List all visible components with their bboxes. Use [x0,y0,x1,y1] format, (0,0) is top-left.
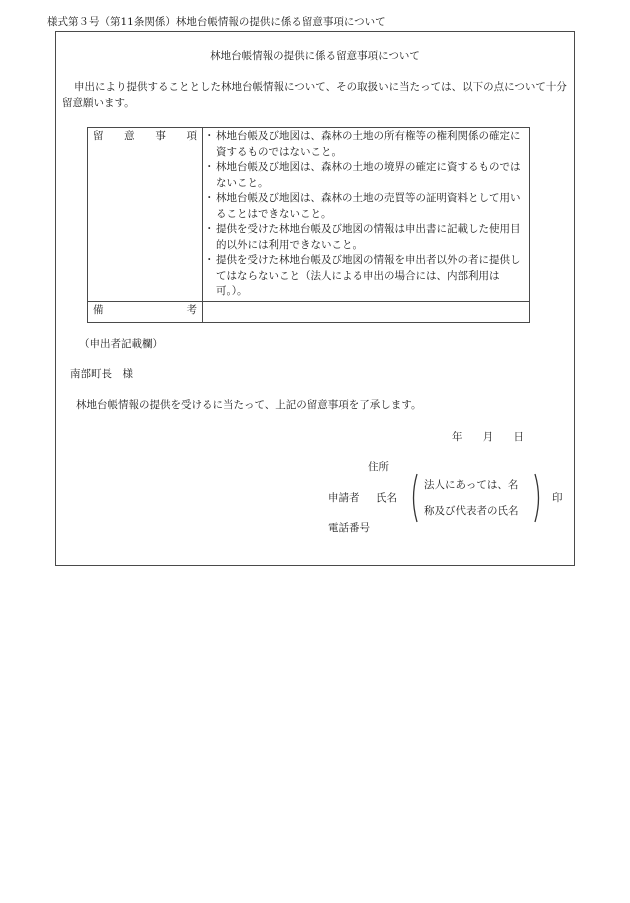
date-month-unit: 月 [482,431,494,443]
address-label: 住所 [368,461,389,473]
notes-content-cell [203,128,530,302]
acknowledgement-text: 林地台帳情報の提供を受けるに当たって、上記の留意事項を了承します。 [76,399,422,411]
notes-row [88,128,530,302]
corporate-note-line2: 称及び代表者の氏名 [424,505,519,517]
date-year-unit: 年 [452,431,463,443]
remarks-value-cell[interactable] [203,301,530,322]
notes-label-char: 意 [124,130,135,142]
remarks-row [88,301,530,322]
remarks-label-cell [88,301,203,322]
form-number: 様式第３号（第11条関係）林地台帳情報の提供に係る留意事項について [47,16,386,28]
notes-label-char: 項 [186,130,197,142]
notes-label-char: 事 [155,130,166,142]
applicant-label: 申請者 [328,492,360,504]
seal-mark: 印 [552,492,563,504]
applicant-section-label: （申出者記載欄） [79,338,163,350]
notes-label-cell [88,128,203,302]
date-day-unit: 日 [513,431,524,443]
phone-label: 電話番号 [328,522,370,534]
intro-paragraph: 申出により提供することとした林地台帳情報について、その取扱いに当たっては、以下の点について十分留意願います。 [62,81,567,109]
note-item: ・ 林地台帳及び地図は、森林の土地の境界の確定に資するものではないこと。 [207,160,523,191]
note-item: ・ 提供を受けた林地台帳及び地図の情報を申出者以外の者に提供してはならないこと（法人による申出の場合には、内部利用は可。）。 [207,253,523,300]
document-frame [55,31,575,566]
notes-label [93,129,197,144]
remarks-label-char: 備 [93,303,104,316]
remarks-label [93,303,197,318]
note-item: ・ 林地台帳及び地図は、森林の土地の所有権等の権利関係の確定に資するものではないこと。 [207,129,523,160]
name-label: 氏名 [376,492,397,504]
date-line[interactable] [452,430,524,445]
remarks-label-char: 考 [186,303,197,316]
notes-list [207,129,523,300]
corporate-note-line1: 法人にあっては、名 [424,479,519,491]
note-item: ・ 提供を受けた林地台帳及び地図の情報は申出書に記載した使用目的以外には利用できないこと。 [207,222,523,253]
addressee: 南部町長 様 [70,368,133,380]
note-item: ・ 林地台帳及び地図は、森林の土地の売買等の証明資料として用いることはできないこと。 [207,191,523,222]
corporate-name-bracket [408,472,544,524]
notes-label-char: 留 [93,130,104,142]
document-title: 林地台帳情報の提供に係る留意事項について [210,50,420,62]
notes-table [87,127,530,323]
